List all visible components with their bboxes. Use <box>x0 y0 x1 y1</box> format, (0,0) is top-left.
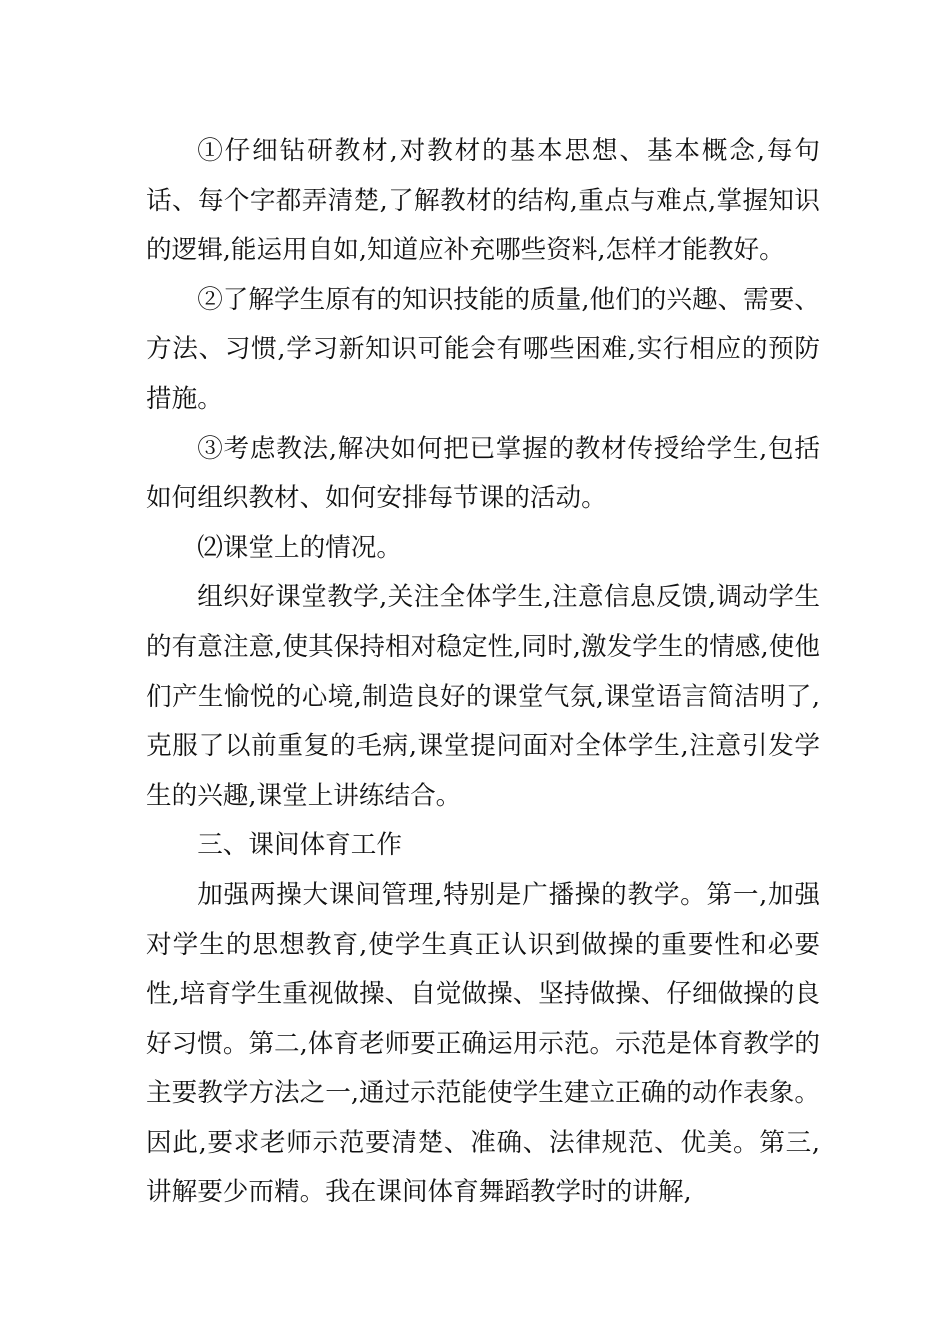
document-body <box>146 127 820 1218</box>
paragraph-recess-exercise: 加强两操大课间管理,特别是广播操的教学。第一,加强对学生的思想教育,使学生真正认识到做操的重要性和必要性,培育学生重视做操、自觉做操、坚持做操、仔细做操的良好习惯。第二,体育老师要正确运用示范。示范是体育教学的主要教学方法之一,通过示范能使学生建立正确的动作表象。因此,要求老师示范要清楚、准确、法律规范、优美。第三,讲解要少而精。我在课间体育舞蹈教学时的讲解, <box>146 879 820 1208</box>
paragraph-classroom-teaching: 组织好课堂教学,关注全体学生,注意信息反馈,调动学生的有意注意,使其保持相对稳定性,同时,激发学生的情感,使他们产生愉悦的心境,制造良好的课堂气氛,课堂语言简洁明了,克服了以前重复的毛病,课堂提问面对全体学生,注意引发学生的兴趣,课堂上讲练结合。 <box>146 582 820 811</box>
section-heading-recess-pe: 三、课间体育工作 <box>197 830 402 861</box>
paragraph-preparation-students: ②了解学生原有的知识技能的质量,他们的兴趣、需要、方法、习惯,学习新知识可能会有哪些困难,实行相应的预防措施。 <box>146 284 820 414</box>
paragraph-preparation-textbook: ①仔细钻研教材,对教材的基本思想、基本概念,每句话、每个字都弄清楚,了解教材的结构,重点与难点,掌握知识的逻辑,能运用自如,知道应补充哪些资料,怎样才能教好。 <box>146 136 820 266</box>
paragraph-preparation-methods: ③考虑教法,解决如何把已掌握的教材传授给学生,包括如何组织教材、如何安排每节课的活动。 <box>146 433 820 514</box>
subheading-classroom-situation: ⑵课堂上的情况。 <box>197 532 402 563</box>
